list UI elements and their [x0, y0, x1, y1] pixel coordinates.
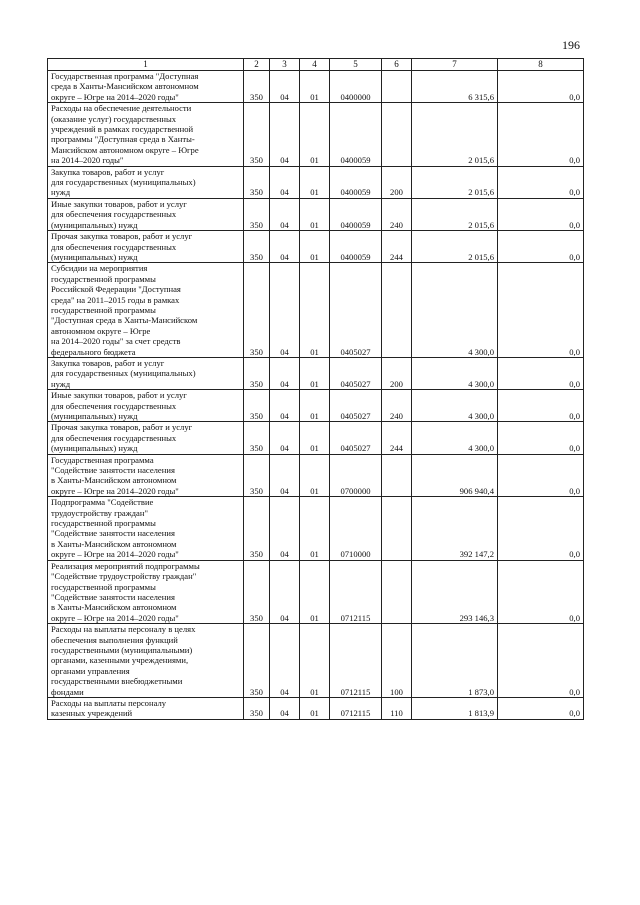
table-row: [48, 357, 584, 389]
column-header: 4: [300, 59, 330, 71]
cell-ministry: 350: [244, 697, 270, 719]
row-name-cell: [48, 357, 244, 389]
cell-ministry: 350: [244, 357, 270, 389]
table-row: [48, 71, 584, 103]
cell-amount-1: 1 873,0: [412, 624, 498, 698]
cell-amount-1: 4 300,0: [412, 357, 498, 389]
cell-target-article: 0710000: [330, 497, 382, 560]
column-header: 2: [244, 59, 270, 71]
cell-subsection: 01: [300, 560, 330, 623]
cell-section: 04: [270, 497, 300, 560]
column-header: 5: [330, 59, 382, 71]
row-name-cell: [48, 697, 244, 719]
cell-target-article: 0712115: [330, 697, 382, 719]
cell-target-article: 0400059: [330, 103, 382, 166]
table-row: [48, 231, 584, 263]
cell-expense-type: 110: [382, 697, 412, 719]
row-name-cell: [48, 166, 244, 198]
table-row: [48, 560, 584, 623]
cell-ministry: 350: [244, 231, 270, 263]
cell-amount-2: 0,0: [498, 390, 584, 422]
cell-amount-1: 4 300,0: [412, 422, 498, 454]
cell-expense-type: 200: [382, 166, 412, 198]
page-number: 196: [562, 38, 580, 52]
cell-amount-1: 4 300,0: [412, 390, 498, 422]
cell-section: 04: [270, 166, 300, 198]
cell-amount-2: 0,0: [498, 422, 584, 454]
cell-amount-2: 0,0: [498, 231, 584, 263]
table-row: [48, 198, 584, 230]
cell-expense-type: [382, 560, 412, 623]
cell-amount-1: 2 015,6: [412, 231, 498, 263]
table-row: [48, 624, 584, 698]
row-name: Иные закупки товаров, работ и услуг для обеспечения государственных (муниципальных) нужд: [51, 198, 187, 230]
row-name: Государственная программа "Доступная среда в Ханты-Мансийском автономном округе – Югре на 2014–2020 годы": [51, 71, 199, 102]
cell-amount-1: 906 940,4: [412, 454, 498, 497]
table-row: [48, 454, 584, 497]
cell-section: 04: [270, 357, 300, 389]
cell-ministry: 350: [244, 166, 270, 198]
table-row: [48, 103, 584, 166]
cell-section: 04: [270, 231, 300, 263]
row-name-cell: [48, 454, 244, 497]
row-name: Расходы на обеспечение деятельности (оказание услуг) государственных учреждений в рамках государственной программы "Доступная среда в Ханты- Мансийском автономном округе – Югре на 2014–2020 годы": [51, 103, 199, 166]
row-name-cell: [48, 560, 244, 623]
budget-table: [47, 58, 584, 720]
row-name-cell: [48, 624, 244, 698]
cell-amount-2: 0,0: [498, 263, 584, 358]
cell-ministry: 350: [244, 624, 270, 698]
cell-target-article: 0700000: [330, 454, 382, 497]
cell-subsection: 01: [300, 357, 330, 389]
column-header: 8: [498, 59, 584, 71]
cell-subsection: 01: [300, 390, 330, 422]
cell-ministry: 350: [244, 422, 270, 454]
column-header: 1: [48, 59, 244, 71]
cell-target-article: 0400000: [330, 71, 382, 103]
column-header: 3: [270, 59, 300, 71]
cell-subsection: 01: [300, 166, 330, 198]
row-name: Иные закупки товаров, работ и услуг для обеспечения государственных (муниципальных) нужд: [51, 390, 187, 421]
cell-amount-2: 0,0: [498, 198, 584, 230]
cell-amount-1: 4 300,0: [412, 263, 498, 358]
cell-target-article: 0712115: [330, 624, 382, 698]
cell-subsection: 01: [300, 231, 330, 263]
row-name: Государственная программа "Содействие занятости населения в Ханты-Мансийском автономном округе – Югре на 2014–2020 годы": [51, 454, 179, 496]
cell-subsection: 01: [300, 198, 330, 230]
cell-ministry: 350: [244, 198, 270, 230]
cell-amount-1: 1 813,9: [412, 697, 498, 719]
cell-amount-2: 0,0: [498, 697, 584, 719]
row-name: Подпрограмма "Содействие трудоустройству граждан" государственной программы "Содействие занятости населения в Ханты-Мансийском автономном округе – Югре на 2014–2020 годы": [51, 497, 179, 560]
cell-section: 04: [270, 263, 300, 358]
cell-amount-1: 2 015,6: [412, 198, 498, 230]
cell-target-article: 0400059: [330, 198, 382, 230]
table-row: [48, 166, 584, 198]
table-row: [48, 390, 584, 422]
cell-section: 04: [270, 390, 300, 422]
column-header: 6: [382, 59, 412, 71]
row-name-cell: [48, 263, 244, 358]
cell-target-article: 0405027: [330, 390, 382, 422]
cell-expense-type: [382, 497, 412, 560]
row-name: Расходы на выплаты персоналу в целях обеспечения выполнения функций государственными (муниципальными) органами, казенными учреждениями, органами управления государственными внебюджетными фондами: [51, 624, 196, 697]
cell-target-article: 0405027: [330, 357, 382, 389]
cell-amount-1: 6 315,6: [412, 71, 498, 103]
cell-ministry: 350: [244, 71, 270, 103]
cell-subsection: 01: [300, 103, 330, 166]
cell-expense-type: 100: [382, 624, 412, 698]
cell-amount-2: 0,0: [498, 103, 584, 166]
cell-section: 04: [270, 454, 300, 497]
row-name-cell: [48, 422, 244, 454]
cell-target-article: 0405027: [330, 263, 382, 358]
cell-expense-type: [382, 454, 412, 497]
cell-amount-1: 2 015,6: [412, 166, 498, 198]
table-row: [48, 422, 584, 454]
cell-subsection: 01: [300, 697, 330, 719]
cell-expense-type: [382, 263, 412, 358]
cell-section: 04: [270, 697, 300, 719]
cell-section: 04: [270, 103, 300, 166]
cell-subsection: 01: [300, 624, 330, 698]
cell-expense-type: [382, 103, 412, 166]
cell-amount-1: 392 147,2: [412, 497, 498, 560]
cell-amount-2: 0,0: [498, 454, 584, 497]
cell-subsection: 01: [300, 454, 330, 497]
cell-subsection: 01: [300, 71, 330, 103]
row-name-cell: [48, 71, 244, 103]
row-name-cell: [48, 390, 244, 422]
cell-expense-type: [382, 71, 412, 103]
table-row: [48, 263, 584, 358]
table-row: [48, 497, 584, 560]
row-name: Закупка товаров, работ и услуг для государственных (муниципальных) нужд: [51, 166, 196, 198]
cell-section: 04: [270, 422, 300, 454]
row-name: Закупка товаров, работ и услуг для государственных (муниципальных) нужд: [51, 357, 196, 389]
cell-ministry: 350: [244, 454, 270, 497]
cell-section: 04: [270, 198, 300, 230]
cell-expense-type: 240: [382, 390, 412, 422]
row-name: Прочая закупка товаров, работ и услуг для обеспечения государственных (муниципальных) нужд: [51, 422, 193, 454]
cell-section: 04: [270, 71, 300, 103]
row-name-cell: [48, 103, 244, 166]
row-name-cell: [48, 231, 244, 263]
table-header-row: [48, 59, 584, 71]
row-name: Субсидии на мероприятия государственной программы Российской Федерации "Доступная среда" на 2011–2015 годы в рамках государственной программы "Доступная среда в Ханты-Мансийском автономном округе – Югре на 2014–2020 годы" за счет средств федерального бюджета: [51, 263, 198, 357]
cell-section: 04: [270, 624, 300, 698]
cell-ministry: 350: [244, 497, 270, 560]
cell-amount-2: 0,0: [498, 624, 584, 698]
cell-target-article: 0712115: [330, 560, 382, 623]
cell-ministry: 350: [244, 263, 270, 358]
cell-target-article: 0405027: [330, 422, 382, 454]
cell-ministry: 350: [244, 560, 270, 623]
cell-target-article: 0400059: [330, 231, 382, 263]
cell-amount-2: 0,0: [498, 357, 584, 389]
cell-subsection: 01: [300, 497, 330, 560]
row-name-cell: [48, 198, 244, 230]
cell-amount-1: 293 146,3: [412, 560, 498, 623]
cell-subsection: 01: [300, 263, 330, 358]
cell-ministry: 350: [244, 390, 270, 422]
column-header: 7: [412, 59, 498, 71]
cell-subsection: 01: [300, 422, 330, 454]
cell-target-article: 0400059: [330, 166, 382, 198]
table-row: [48, 697, 584, 719]
cell-section: 04: [270, 560, 300, 623]
cell-expense-type: 244: [382, 231, 412, 263]
row-name: Прочая закупка товаров, работ и услуг для обеспечения государственных (муниципальных) нужд: [51, 231, 193, 262]
cell-amount-1: 2 015,6: [412, 103, 498, 166]
cell-amount-2: 0,0: [498, 166, 584, 198]
row-name: Реализация мероприятий подпрограммы "Содействие трудоустройству граждан" государственной программы "Содействие занятости населения в Ханты-Мансийском автономном округе – Югре на 2014–2020 годы": [51, 560, 200, 623]
row-name-cell: [48, 497, 244, 560]
cell-ministry: 350: [244, 103, 270, 166]
cell-expense-type: 244: [382, 422, 412, 454]
cell-expense-type: 200: [382, 357, 412, 389]
cell-amount-2: 0,0: [498, 497, 584, 560]
cell-amount-2: 0,0: [498, 71, 584, 103]
row-name: Расходы на выплаты персоналу казенных учреждений: [51, 697, 167, 719]
cell-amount-2: 0,0: [498, 560, 584, 623]
cell-expense-type: 240: [382, 198, 412, 230]
